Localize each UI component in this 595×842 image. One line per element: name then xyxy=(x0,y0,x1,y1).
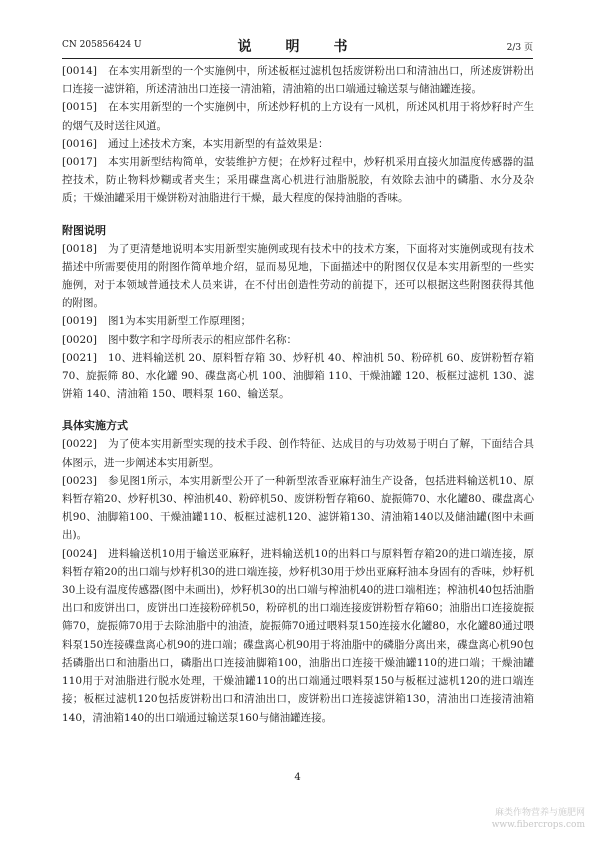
section-heading-embodiment: 具体实施方式 xyxy=(62,419,128,433)
paragraph xyxy=(62,472,534,545)
paragraph xyxy=(62,545,534,727)
paragraph-text: 10、进料输送机 20、原料暂存箱 30、炒籽机 40、榨油机 50、粉碎机 60、废饼粉暂存箱 70、旋振筛 80、水化罐 90、碟盘离心机 100、油脚箱 110、干燥油罐 120、板框过滤机 130、滤饼箱 140、清油箱 150、喂料泵 160、输送泵。 xyxy=(62,351,534,401)
paragraph-number: [0023] xyxy=(62,474,97,487)
document-body xyxy=(62,62,534,727)
paragraph-number: [0018] xyxy=(62,242,97,255)
page-number: 4 xyxy=(294,772,301,783)
document-title: 说 明 书 xyxy=(237,39,358,55)
watermark xyxy=(492,807,585,831)
paragraph-text: 参见图1所示，本实用新型公开了一种新型浓香亚麻籽油生产设备，包括进料输送机10、原料暂存箱20、炒籽机30、榨油机40、粉碎机50、废饼粉暂存箱60、旋振筛70、水化罐80、碟盘离心机90、油脚箱100、干燥油罐110、板框过滤机120、滤饼箱130、清油箱140以及储油罐(图中未画出)。 xyxy=(62,474,534,542)
paragraph xyxy=(62,135,534,153)
paragraph xyxy=(62,62,534,98)
paragraph-text: 为了更清楚地说明本实用新型实施例或现有技术中的技术方案，下面将对实施例或现有技术描述中所需要使用的附图作简单地介绍，显而易见地，下面描述中的附图仅仅是本实用新型的一些实施例，对于本领域普通技术人员来讲，在不付出创造性劳动的前提下，还可以根据这些附图获得其他的附图。 xyxy=(62,242,534,310)
paragraph xyxy=(62,331,534,349)
paragraph-number: [0017] xyxy=(62,156,97,169)
section-heading-figures: 附图说明 xyxy=(62,223,106,237)
paragraph-group-figures xyxy=(62,240,534,404)
paragraph-group-summary xyxy=(62,62,534,208)
paragraph-text: 本实用新型结构简单，安装维护方便；在炒籽过程中，炒籽机采用直接火加温度传感器的温控技术，防止物料炒糊或者夹生；采用碟盘离心机进行油脂脱胶，有效除去油中的磷脂、水分及杂质；干燥油罐采用干燥饼粉对油脂进行干燥，最大程度的保持油脂的香味。 xyxy=(62,156,534,205)
paragraph-text: 图中数字和字母所表示的相应部件名称： xyxy=(108,333,297,346)
header-divider xyxy=(62,58,533,59)
paragraph-text: 进料输送机10用于输送亚麻籽，进料输送机10的出料口与原料暂存箱20的进口端连接，原料暂存箱20的出口端与炒籽机30的进口端连接，炒籽机30用于炒出亚麻籽油本身固有的香味，炒籽机30上设有温度传感器(图中未画出)，炒籽机30的出口端与榨油机40的进口端相连；榨油机40包括油脂出口和废饼出口，废饼出口连接粉碎机50，粉碎机的出口端连接废饼粉暂存箱60；油脂出口连接旋振筛70，旋振筛70用于去除油脂中的油渣，旋振筛70通过喂料泵150连接水化罐80，水化罐80通过喂料泵150连接碟盘离心机90的进口端；碟盘离心机90用于将油脂中的磷脂分离出来，碟盘离心机90包括磷脂出口和油脂出口，磷脂出口连接油脚箱100，油脂出口连接干燥油罐110的进口端；干燥油罐110用于对油脂进行脱水处理，干燥油罐110的出口端通过喂料泵150与板框过滤机120的进口端连接；板框过滤机120包括废饼粉出口和清油出口，废饼粉出口连接滤饼箱130，清油出口连接清油箱140，清油箱140的出口端通过输送泵160与储油罐连接。 xyxy=(62,547,534,724)
paragraph xyxy=(62,312,534,330)
paragraph xyxy=(62,349,534,404)
paragraph-group-embodiment xyxy=(62,435,534,726)
paragraph xyxy=(62,98,534,134)
watermark-line-2: www.fibercrops.com xyxy=(491,820,585,830)
paragraph-number: [0019] xyxy=(62,315,97,328)
paragraph-number: [0024] xyxy=(62,547,97,560)
paragraph-text: 在本实用新型的一个实施例中，所述炒籽机的上方设有一风机，所述风机用于将炒籽时产生的烟气及时送往风道。 xyxy=(62,101,534,132)
paragraph xyxy=(62,435,534,471)
paragraph-number: [0015] xyxy=(62,101,97,114)
page-header xyxy=(62,36,533,56)
watermark-line-1: 麻类作物营养与施肥网 xyxy=(494,808,585,818)
paragraph-number: [0016] xyxy=(62,137,97,150)
paragraph-text: 在本实用新型的一个实施例中，所述板框过滤机包括废饼粉出口和清油出口，所述废饼粉出口连接一滤饼箱，所述清油出口连接一清油箱，清油箱的出口端通过输送泵与储油罐连接。 xyxy=(62,65,534,96)
section-gap xyxy=(62,403,534,417)
paragraph xyxy=(62,153,534,208)
paragraph xyxy=(62,240,534,313)
section-gap xyxy=(62,208,534,222)
document-number: CN 205856424 U xyxy=(62,40,142,50)
paragraph-number: [0020] xyxy=(62,333,97,346)
paragraph-number: [0021] xyxy=(62,351,97,364)
page-info: 2/3 页 xyxy=(506,43,533,53)
paragraph-text: 通过上述技术方案，本实用新型的有益效果是： xyxy=(108,137,329,150)
paragraph-number: [0022] xyxy=(62,438,97,451)
paragraph-text: 为了使本实用新型实现的技术手段、创作特征、达成目的与功效易于明白了解，下面结合具体图示，进一步阐述本实用新型。 xyxy=(62,438,534,469)
paragraph-number: [0014] xyxy=(62,65,97,77)
paragraph-text: 图1为本实用新型工作原理图； xyxy=(108,315,252,328)
